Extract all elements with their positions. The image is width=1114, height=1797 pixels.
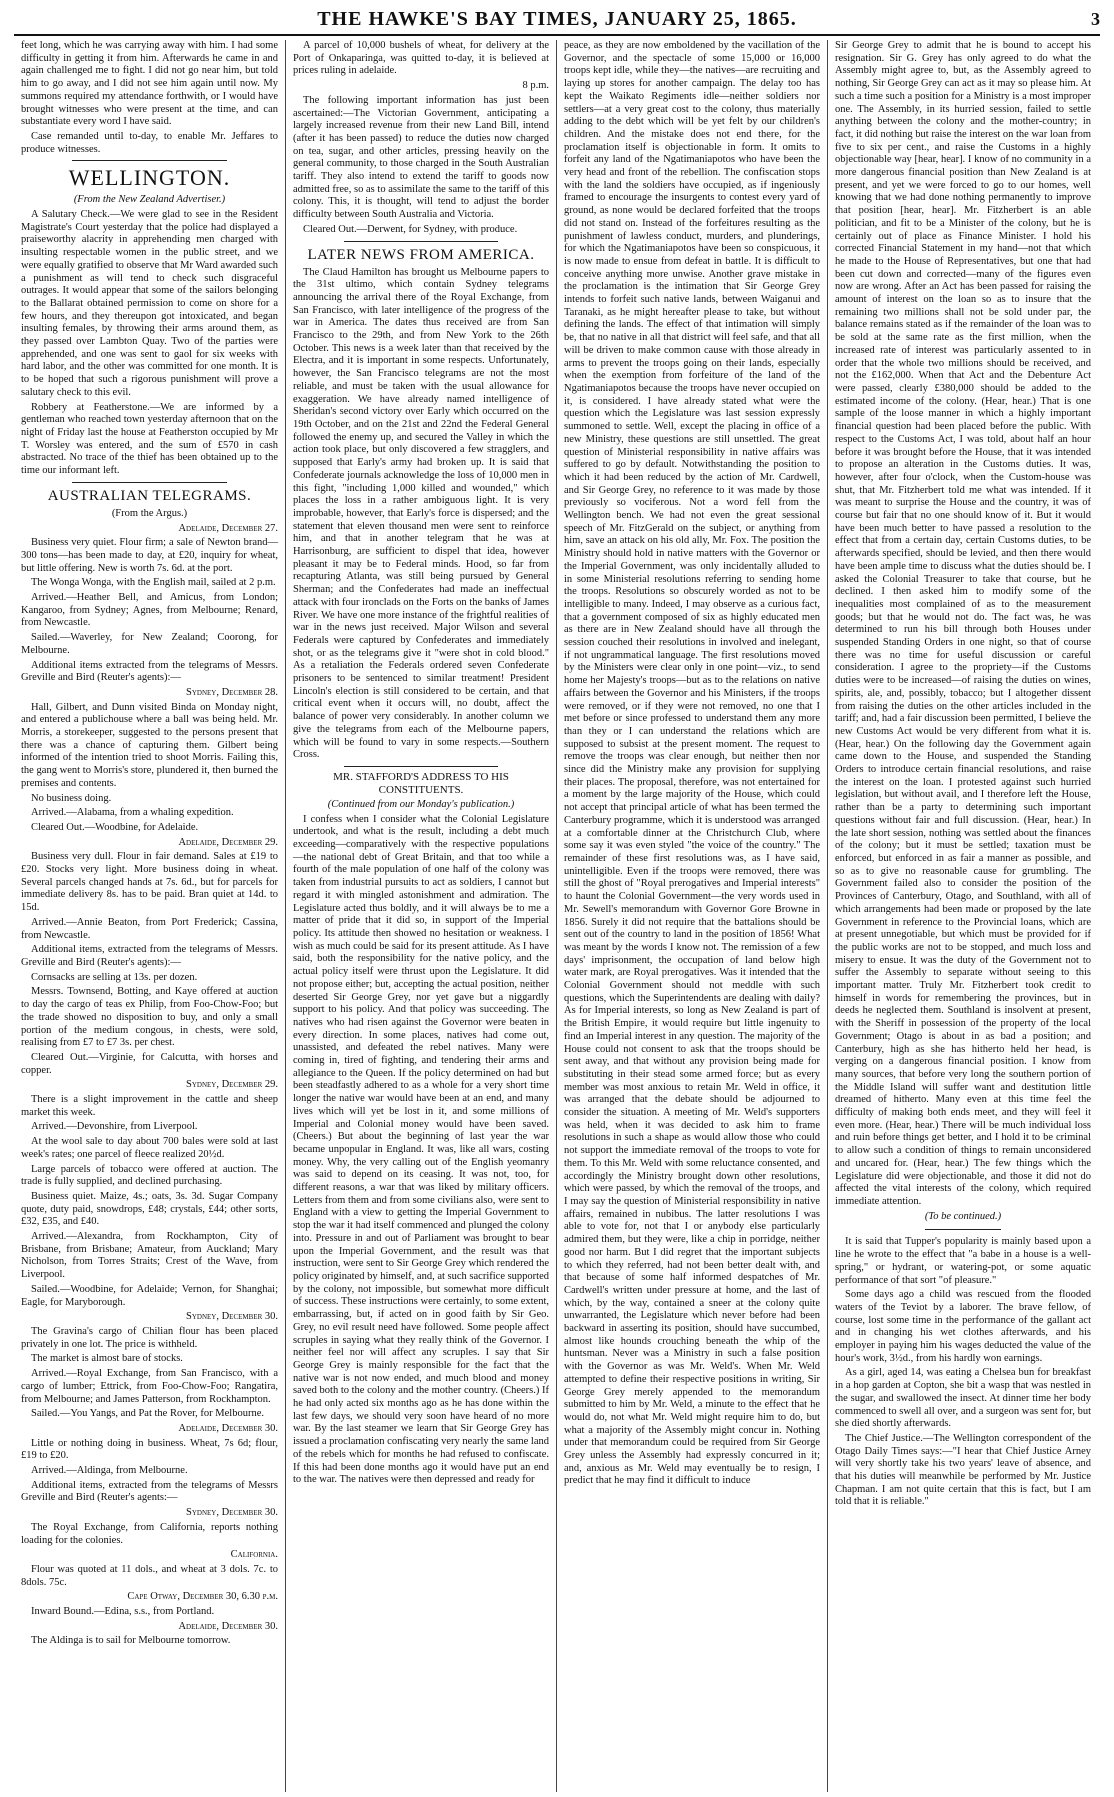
dateline: California. [230,1549,278,1561]
paragraph: Hall, Gilbert, and Dunn visited Binda on Monday night, and entered a publichouse where a ball was being held. Mr. Morris, a storekeeper, suggested to the persons present that there was a chance of capturing them. Gilbert being informed of the intention tried to shoot Morris. Failing this, the gang went to Morris's store, plundered it, then burned the premises and contents. [21,701,278,789]
newspaper-title: THE HAWKE'S BAY TIMES, JANUARY 25, 1865. [317,8,797,30]
heading-wellington: WELLINGTON. [68,165,231,191]
paragraph: At the wool sale to day about 700 bales were sold at last week's rates; one parcel of fleece realized 20½d. [21,1136,278,1160]
paragraph: Arrived.—Alexandra, from Rockhampton, City of Brisbane, from Brisbane; Amateur, from Auckland; Mary Nicholson, from Torres Straits; Crest of the Wave, from Liverpool. [21,1231,278,1281]
paragraph: The Chief Justice.—The Wellington correspondent of the Otago Daily Times says:—"I hear that Chief Justice Arney will very shortly take his two years' leave of absence, and that his duties will meanwhile be performed by Mr. Justice Chapman. I am not quite certain that this is fact, but I am told that it is reliable." [835,1432,1091,1508]
paragraph: Arrived.—Alabama, from a whaling expedition. [31,807,234,819]
column-1 [14,40,285,1792]
source-line: (From the Argus.) [111,507,188,519]
paragraph: I confess when I consider what the Colonial Legislature undertook, and what is the result, including a debt much exceeding—comparatively with the respective populations—the national debt of Great Britain, and that too while a fourth of the male population of one half of the colony was taken from industrial pursuits to act as soldiers, I cannot but regard it with mingled astonishment and admiration. The Legislature acted thus boldly, and it will always be to me a matter of pride that it did so, in support of the Imperial policy. Its attitude then showed no hesitation or weakness. I wish as much could be said for its present attitude. As I have said, both the responsibility for the native policy, and the actual policy itself were thrust upon the Legislature. It did not propose either; but, accepting the actual position, neither deserted Sir George Grey, nor yet gave but a niggardly support to his policy. And that policy was succeeding. The natives who had risen against the Governor were beaten in every direction. In some places, natives had come out, unassisted, and defeated the rebel natives. Many were coming in, tired of fighting, and tendering their arms and allegiance to the Queen. If the policy determined on had but been steadfastly adhered to as a whole for a very short time longer the native war would have been at an end, and many lives which will yet be lost in it, and some millions of Imperial and Colonial money would have been saved. (Cheers.) But about the beginning of last year the war became unpopular in England. It was, like all wars, costing money. Why, the very calling out of the English yeomanry was said to depend on its ceasing. It was not, too, for different reasons, a war that was liked by military officers. Letters from them and from some civilians also, were sent to England with a view to getting the Imperial Government to stop the war it had itself commenced and plunged the colony into. Pressure in and out of Parliament was brought to bear upon the Imperial Government, and the result was that instruction, were sent to Sir George Grey which rendered the policy originated by himself, and, at such sacrifice supported by the colony, not impossible, but somewhat more difficult of success. These instructions were certainly, to some extent, embarrassing, but, if acted on in good faith by Sir Geo. Grey, no evil result need have followed. Some people affect scruples in saying what they really think of the Governor. I neither feel nor will affect any scruples. I say that Sir George Grey is mainly responsible for the fact that the native war is not now ended, and much blood and money saved both to the colony and the mother country. (Cheers.) If he had only acted six months ago as he has done within the last few days, we should very soon have heard of no more war. By the last steamer we learn that Sir George Grey has issued a proclamation confiscating very nearly the same land of the rebels which for months he had refused to confiscate. If this had been done months ago it would have put an end to the war. The natives were then depressed and ready for [293,813,550,1486]
dateline: 8 p.m. [522,80,549,92]
dateline: Sydney, December 30. [186,1507,278,1519]
column-2 [285,40,556,1792]
paragraph: The Claud Hamilton has brought us Melbourne papers to the 31st ultimo, which contain Sydney telegrams announcing the arrival there of the Royal Exchange, from San Francisco, with later intelligence of the progress of the war in America. The dates thus received are from San Francisco to the 29th, and from New York to the 26th October. This news is a week later than that received by the Electra, and it is important in some respects. Unfortunately, however, the San Francisco telegrams are not the most reliable, and must be taken with the usual allowance for exaggeration. We have already named intelligence of Sheridan's second victory over Early which occurred on the 19th October, and on the 21st and 22nd the Federal General followed the enemy up, and secured the Valley in which the action took place, but only discovered a few stragglers, and supposed that Early's army had broken up. It is said that Confederate journals acknowledge the loss of 10,000 men in this fight, "including 1,000 killed and wounded," which places the loss in a rather ambiguous light. It is very improbable, however, that Early's force is dispersed; and the statement that eleven thousand men were sent to reinforce him, and that in another telegram that he was at Harrisonburg, are sufficient to dispel that idea, however pleasant it may be to Federal minds. Hood, so far from recapturing Atlanta, was still being pursued by General Sherman; and the Confederates had made an ineffectual attack with four ironclads on the Forts on the banks of James River. We have one more instance of the frightful realities of war in the news just received. Major Wilson and several Federals were captured by Confederates and immediately shot, or as the telegrams give it "were shot in cold blood." As a retaliation the Federals ordered seven Confederate prisoners to be sentenced to similar treatment! President Lincoln's election is still considered to be certain, and that critical event when it occurs will, no doubt, affect the balance of power very considerably. In another column we give the telegrams from each of the Melbourne papers, which will be found to vary in some respects.—Southern Cross. [293,266,549,761]
paragraph: Cleared Out.—Woodbine, for Adelaide. [31,821,199,833]
paragraph: Arrived.—Devonshire, from Liverpool. [31,1121,198,1133]
divider [72,160,226,161]
columns [14,40,1100,1792]
paragraph: The following important information has just been ascertained:—The Victorian Government, anticipating a largely increased revenue from their new Land Bill, intend (after it has been passed) to reduce the duties now charged on tea, sugar, and other articles, pressing heavily on the general community, to those charged in the South Australian tariff. They also intend to extend the tariff to goods now admitted free, so as to assimilate the same to the tariff of this colony. This, it is thought, will tend to adjust the border difficulty between South Australia and Victoria. [293,94,549,221]
paragraph: Business quiet. Maize, 4s.; oats, 3s. 3d. Sugar Company quote, duty paid, snowdrops, £48; crystals, £44; other sorts, £32, £35, and £40. [21,1190,278,1228]
paragraph: Some days ago a child was rescued from the flooded waters of the Teviot by a laborer. The brave fellow, of course, lost some time in the performance of the gallant act and in changing his wet clothes afterwards, and his employer in paying him his wages deducted the value of the hour's work, 3½d., from his hardly won earnings. [835,1289,1091,1364]
source-line: (From the New Zealand Advertiser.) [73,194,226,206]
heading-australian-telegrams: AUSTRALIAN TELEGRAMS. [47,487,252,504]
paragraph: A parcel of 10,000 bushels of wheat, for delivery at the Port of Onkaparinga, was quitted to-day, it is believed at prices ruling in adelaide. [293,40,549,77]
paragraph: No business doing. [31,792,112,804]
paragraph: It is said that Tupper's popularity is mainly based upon a line he wrote to the effect that "a babe in a house is a well-spring," or hydrant, or watering-pot, or some aquatic performance of that sort "of pleasure." [835,1236,1091,1286]
divider [344,766,498,767]
paragraph: Flour was quoted at 11 dols., and wheat at 3 dols. 7c. to 8dols. 75c. [21,1563,278,1588]
paragraph: Arrived.—Royal Exchange, from San Francisco, with a cargo of lumber; Ettrick, from Foo-Chow-Foo; Rangatira, from Melbourne; and James Patterson, from Rockhampton. [21,1368,278,1405]
dateline: Adelaide, December 30. [178,1620,278,1632]
paragraph: The Wonga Wonga, with the English mail, sailed at 2 p.m. [31,577,276,589]
paragraph: Sir George Grey to admit that he is bound to accept his resignation. Sir G. Grey has only agreed to do what the Assembly might agree to, but, as the Assembly agreed to nothing, Sir George Grey can act as it may so please him. At such a time such a position for a Ministry is a most improper one. The Assembly, in its hurried session, failed to settle anything between the colony and the mother-country; in fact, it did nothing but raise the interest on the war loan from five to six per cent., and raise the Customs in a highly objectionable way [hear, hear]. I know of no community in a more dangerous financial position than New Zealand is at present, and yet we were forced to go to our homes, well knowing that we had done nothing permanently to improve that position [hear, hear]. Mr. Fitzherbert is an able politician, and fit to be a Minister of the colony, but he is certainly out of place as Finance Minister. I hold his corrected Financial Statement in my hand—not that which he made to the House of Representatives, but one that had been cut down and corrected—many of the figures even now are wrong. After an Act has been passed for raising the amount of interest on the loan so as to insure that the remaining two millions shall not be sold under par, the balance remains stated as if the remainder of the loan was to be sold at the same rate as the first million, when the increased rate of interest was particularly assented to in order that the whole two millions should be received, and not the £162,000. When that Act and the Debenture Act were passed, clearly £380,000 should be added to the estimated income of the colony. (Hear, hear.) That is one sample of the loose manner in which a highly important financial question had been placed before the public. With respect to the Customs Act, I was told, about half an hour before it was brought before the House, that it was intended to propose an alteration in the Customs duties. It was, however, after four o'clock, when the Custom-house was shut, that Mr. Fitzherbert told me what was intended. If it was meant to surprise the House and the country, it was of course but fair that no one should know of it. But it would have been much better to have passed a resolution to the effect that from a certain day, certain Customs duties, to be afterwards specified, should be levied, and then there would have been ample time to discuss what the duties should be. I asked the Colonial Treasurer to take that course, but he declined. I then asked him to modify some of the inequalities most complained of as to the measurement goods; but that he would not do. The fact was, he was determined to run his bill through both Houses under suspended Standing Orders in one night, so that of course there was no time for useful discussion or careful consideration. I agree to the propriety—if the Customs duties were to be increased—of raising the duties on wines, spirits, ale, and, possibly, tobacco; but I altogether dissent from raising the duties on the other articles included in the tariff; and, had a fair discussion been permitted, I believe the new Customs Act would be very different from what it is. (Hear, hear.) On the following day the Government again came down to the House, and suspended the Standing Orders to introduce certain financial resolutions, and raise the interest on the loan. I protested against such hurried legislation, but without avail, and I therefore left the House, rather than be a party to determining such important questions without fair and full discussion. (Hear, hear.) In the late short session, nothing was settled about the finances of the colony; but it must be settled; taxation must be enforced, but enforced in as fair a manner as possible, and so as to give no reasonable cause for grumbling. The Government failed also to consider the position of the Provinces of Canterbury, Otago, and Southland, with all of which arrangements had been made or proposed by the late Government in reference to the Provincial loans, which are at present unnegotiable, but which must be provided for if the public works are not to be stopped, and much loss and misery to ensue. It was the duty of the Government not to suffer the Assembly to separate without seeing to this important matter. Truly Mr. Fitzherbert took credit to himself in words for remembering the provinces, but in deeds he neglected them. Southland is insolvent at present, with the Sheriff in possession of the property of the local Government; Otago is about in as bad a position; and Canterbury, high as she has hitherto held her head, is verging on a dangerous financial position. I know from many sources, that before very long the southern portion of the Middle Island will suffer want and destitution little dreamed of hitherto. Many even at this time feel the difficulty of making both ends meet, and they will feel it even more. (Hear, hear.) There will be much individual loss and ruin before things get better, and I hold it to be criminal to allow such a condition of things to remain unconsidered and uncared for. (Hear, hear.) The few things which the Legislature did were objectionable, and those it did not do affected the vital interests of the colony, which required immediate attention. [835,40,1091,1207]
column-3 [556,40,827,1792]
dateline: Adelaide, December 29. [178,836,278,848]
dateline: Sydney, December 30. [186,1311,278,1323]
paragraph: Sailed.—Woodbine, for Adelaide; Vernon, for Shanghai; Eagle, for Maryborough. [21,1283,278,1308]
dateline: Adelaide, December 27. [178,522,278,534]
column-4 [827,40,1098,1792]
divider [344,241,498,242]
paragraph: Little or nothing doing in business. Wheat, 7s 6d; flour, £19 to £20. [21,1437,278,1462]
paragraph: Additional items, extracted from the telegrams of Messrs Greville and Bird (Reuter's agents:— [21,1479,278,1504]
dateline: Adelaide, December 30. [178,1422,278,1434]
paragraph: Business very quiet. Flour firm; a sale of Newton brand—300 tons—has been made to day, at £20, inquiry for wheat, but little offering. New is worth 7s. 6d. at the port. [21,537,278,574]
heading-later-news-america: LATER NEWS FROM AMERICA. [307,246,535,263]
paragraph: Robbery at Featherstone.—We are informed by a gentleman who reached town yesterday afternoon that on the night of Friday last the house at Featherston occupied by Mr T. Worsley was entered, and the sum of £570 in cash abstracted. No trace of the thief has been obtained up to the time our informant left. [21,401,278,477]
paragraph: Additional items, extracted from the telegrams of Messrs. Greville and Bird (Reuter's agents):— [21,944,278,968]
page-number: 3 [1091,9,1100,29]
masthead-rule [14,34,1100,36]
paragraph: Business very dull. Flour in fair demand. Sales at £19 to £20. Stocks very light. More business doing in wheat. Several parcels changed hands at 7s. 6d., but for parcels for immediate delivery 8s. has to be paid. Bran quiet at 14d. to 15d. [21,851,278,914]
to-be-continued: (To be continued.) [924,1210,1002,1222]
paragraph: Cornsacks are selling at 13s. per dozen. [31,971,198,983]
paragraph: Large parcels of tobacco were offered at auction. The trade is fully supplied, and declined purchasing. [21,1163,278,1188]
heading-stafford-address: MR. STAFFORD'S ADDRESS TO HIS CONSTITUENTS. [333,770,509,796]
dateline: Sydney, December 29. [186,1079,278,1091]
paragraph: feet long, which he was carrying away with him. I had some difficulty in getting it from him. Afterwards he came in and again challenged me to fight. I did not go near him, but told him to go away, and I did not see him again until now. My summons required my attendance forthwith, or I would have brought witnesses who were present at the time, and can substantiate every word I have said. [21,40,278,128]
paragraph: The market is almost bare of stocks. [31,1353,183,1365]
paragraph: Arrived.—Aldinga, from Melbourne. [31,1465,188,1477]
paragraph: Arrived.—Heather Bell, and Amicus, from London; Kangaroo, from Sydney; Agnes, from Melbourne; Renard, from Newcastle. [21,592,278,629]
paragraph: peace, as they are now emboldened by the vacillation of the Governor, and the spectacle of some 15,000 or 16,000 troops kept idle, while they—the natives—are recruiting and laying up stores for another campaign. The delay too has kept the Waikato Regiments idle—neither soldiers nor settlers—at a very great cost to the colony, thus materially adding to the debt which will be yet felt by our children's children. And the mistake does not end there, for the proclamation itself is objectionable in form. It omits to forfeit any land of the Ngatimaniapotos who have been the very head and front of the rebellion. The confiscation stops with the land the soldiers have occupied, as if ingeniously framed to encourage the insurgents to contest every yard of ground, as none would be declared forfeited that the troops did not stand on. Instead of the forfeitures resulting as the punishment of lawless conduct, murders, and plunderings, for which the Ngatimaniapotos have been so conspicuous, it is now made to ensue from defeat in battle. It is difficult to conceive anything more unwise. Another grave mistake in the proclamation is the intimation that Sir George Grey intends to forfeit such native lands, between Waiganui and Taranaki, as he might hereafter please to take, but without defining the lands. The effect of that intimation will simply be, that no native in all that district will feel safe, and that all will be driven to make common cause with those already in arms to prevent the troops going on their lands, especially when the exemption from forfeiture of the land of the Ngatimaniapotos because the troops have never occupied on it, is considered. I have already stated what were the question which the Legislature was last session expressly summoned to settle. Well, except the placing in office of a new Ministry, these questions are still unsettled. The great question of Ministerial responsibility in native affairs was suffered to go by default. Notwithstanding the position to which it had been reduced by the action of Mr. Cardwell, and Sir George Grey, no reference to it was made by those previously so vociferous. Not a word fell from the Wellington bench. We had not even the great sessional speech of Mr. FitzGerald on the subject, or anything from him, save an attack on his old ally, Mr. Fox. The position the Ministry should hold in native matters with the Governor or the Imperial Government, was only incidentally alluded to in some Ministerial resolutions referring to sending home the troops. Resolutions so obscurely worded as not to be intelligible to many. Indeed, I may observe as a curious fact, that a government composed of six as highly educated men as there are in New Zealand should have all through the session couched their resolutions in involved and inelegant, if not ungrammatical language. The first resolutions moved by the Ministers were clear only in one point—viz., to send home her Majesty's troops—but as to the relations on native affairs between the Governor and his Ministers, if the troops were removed, or if they were not removed, no one that I met before or since professed to understand them any more than they or I can understand the relations which are supposed to subsist at the present moment. The request to remove the troops was clear enough, but neither then nor since did the Ministry make any provision for supplying their places. The proposal, therefore, was not entertained for a moment by the large majority of the House, which could not accept that principal article of what has been termed the Canterbury programme, which it is understood was arranged at a comfortable dinner at the Christchurch Club, where some say it was even styled "the voice of the country." The remainder of these first resolutions was, as I have said, unintelligible. Even if the troops were removed, there was still the ghost of "Royal prerogatives and Imperial interests" to haunt the Colonial Government—the very words used in Mr. Sewell's memorandum with Governor Gore Browne in 1856. Surely it did not require that the battalions should be sent out of the country to land in the position of 1856! What was meant by the words I know not. The remission of a few days' imprisonment, the occupation of land below high water mark, are Royal prerogatives. Was it intended that the Colonial Government should not meddle with such questions, which the Superintendents are dealing with daily? As for Imperial interests, so long as New Zealand is part of the British Empire, it would require but little ingenuity to find an Imperial interest in any question. The majority of the House could not consent to ask that the troops should be sent away, and that without any provision being made for substituting in their stead some armed force; but as every member was most anxious to retain Mr. Weld in office, it was arranged that the debate should be adjourned to consider the situation. A meeting of Mr. Weld's supporters was held, when it was decided to ask him to frame resolutions in such a shape as would allow those who could not support the immediate removal of the troops to vote for them. To this Mr. Weld with some reluctance consented, and accordingly the Ministry brought down other resolutions, which were passed, by which the removal of the troops, and I may say the question of Ministerial responsibility in native affairs, remained in nubibus. The latter resolutions I was able to vote for, not that I or anybody else particularly admired them, but they were, like a chip in porridge, neither good nor harm. But I did regret that the important subjects to which they referred, had not been better dealt with, and that because of some half informed despatches of Mr. Cardwell's written under pressure at home, and the last of which, by the way, contained a sneer at the colony quite unwarranted, the Legislature which never before had been backward in asserting its position, should have succumbed, almost like hounds crouching beneath the whip of the huntsman. Never was a Ministry in such a false position with the Governor as was Mr. Weld's. When Mr. Weld attempted to define their respective positions in writing, Sir George Grey merely appended to the memorandum submitted to him by Mr. Weld, a minute to the effect that he would do, not what Mr. Weld might require him to do, but what a majority of the Assembly might concur in. Nothing under that memorandum could be required from Sir George Grey unless the Assembly had expressly concurred in it; and, anxious as Mr. Weld may eventually be to resign, I predict that he may find it difficult to induce [564,40,820,1487]
paragraph: There is a slight improvement in the cattle and sheep market this week. [21,1094,278,1118]
dateline: Cape Otway, December 30, 6.30 p.m. [127,1591,278,1603]
paragraph: As a girl, aged 14, was eating a Chelsea bun for breakfast in a hop garden at Copton, she bit a wasp that was nestled in the sugar, and swallowed the insect. At dinner time her body commenced to swell all over, and a surgeon was sent for, but she died shortly afterwards. [835,1367,1091,1430]
paragraph: Messrs. Townsend, Botting, and Kaye offered at auction to day the cargo of teas ex Philip, from Foo-Chow-Foo; but the trade showed no disposition to buy, and only a small portion of the medium congous, in chests, were sold, realising from £7 to £7 3s. per chest. [21,986,278,1049]
dateline: Sydney, December 28. [186,686,278,698]
divider [925,1229,1002,1230]
paragraph: Arrived.—Annie Beaton, from Port Frederick; Cassina, from Newcastle. [21,916,278,941]
paragraph: A Salutary Check.—We were glad to see in the Resident Magistrate's Court yesterday that the police had displayed a praiseworthy alacrity in apprehending men charged with insulting respectable women in the public street, and we were equally gratified to observe that Mr Ward awarded such a punishment as will tend to check such disgraceful outrages. It would appear that some of the sailors belonging to the Ballarat obtained permission to come on shore for a few hours, and they thereupon got intoxicated, and began insulting females, by throwing their arms around them, as they passed over Lambton Quay. Two of the parties were apprehended, and one was sent to gaol for six weeks with hard labor, and the other was committed for one month. It is to be hoped that such a rigorous punishment will prove a salutary check to this evil. [21,209,278,398]
divider [72,482,226,483]
continued-line: (Continued from our Monday's publication.) [327,798,515,810]
masthead [14,8,1100,32]
paragraph: Sailed.—Waverley, for New Zealand; Coorong, for Melbourne. [21,632,278,656]
paragraph: The Aldinga is to sail for Melbourne tomorrow. [31,1635,231,1647]
paragraph: The Royal Exchange, from California, reports nothing loading for the colonies. [21,1521,278,1546]
paragraph: The Gravina's cargo of Chilian flour has been placed privately in one lot. The price is withheld. [21,1325,278,1350]
paragraph: Case remanded until to-day, to enable Mr. Jeffares to produce witnesses. [21,130,278,155]
paragraph: Cleared Out.—Virginie, for Calcutta, with horses and copper. [21,1051,278,1076]
paragraph: Additional items extracted from the telegrams of Messrs. Greville and Bird (Reuter's agents):— [21,659,278,684]
paragraph: Sailed.—You Yangs, and Pat the Rover, for Melbourne. [31,1408,264,1420]
paragraph: Inward Bound.—Edina, s.s., from Portland. [31,1606,215,1618]
paragraph: Cleared Out.—Derwent, for Sydney, with produce. [303,223,518,235]
